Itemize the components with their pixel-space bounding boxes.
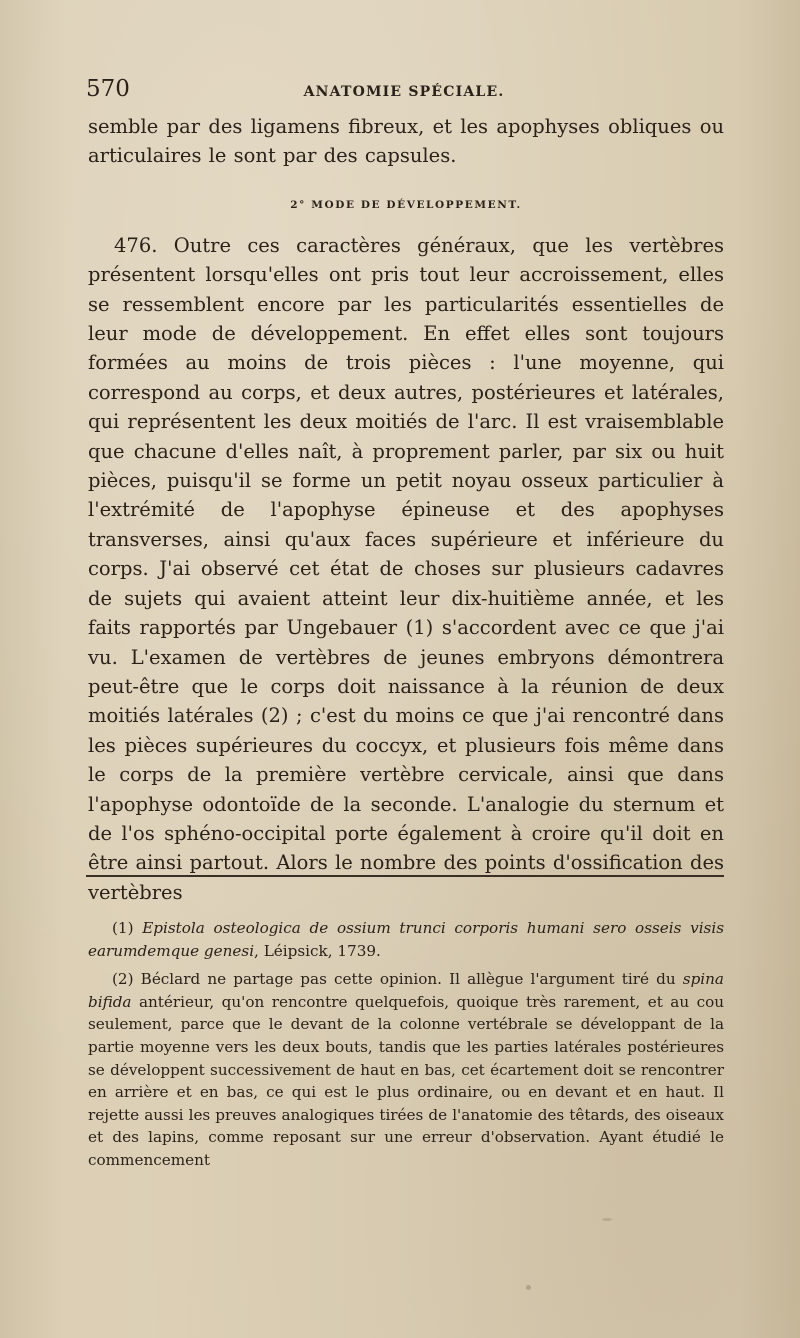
page-header	[86, 76, 722, 106]
ink-speck	[602, 1218, 612, 1221]
ink-speck	[526, 1285, 531, 1290]
footnote-2-start: (2) Béclard ne partage pas cette opinion. Il allègue l'argument tiré du	[112, 970, 683, 989]
section-heading: 2° MODE DE DÉVELOPPEMENT.	[290, 198, 522, 211]
footnote-separator	[86, 875, 724, 877]
footnote-1	[88, 917, 724, 962]
footnote-1-marker: (1)	[112, 919, 134, 937]
running-title: ANATOMIE SPÉCIALE.	[303, 84, 505, 100]
footnote-1-title: Epistola osteologica de ossium trunci corporis humani sero osseis visis earumdemque genesi	[88, 919, 725, 960]
main-text	[88, 112, 724, 907]
footnote-2	[88, 968, 724, 1171]
footnotes	[88, 917, 724, 1178]
footnote-1-rest: , Léipsick, 1739.	[254, 941, 381, 960]
paragraph-476: 476. Outre ces caractères généraux, que les vertèbres présentent lorsqu'elles ont pris tout leur accroissement, elles se ressemblent encore par les particularités essentielles de leur mode de développement. En effet elles sont toujours formées au moins de trois pièces : l'une moyenne, qui correspond au corps, et deux autres, postérieures et latérales, qui représentent les deux moitiés de l'arc. Il est vraisemblable que chacune d'elles naît, à proprement parler, par six ou huit pièces, puisqu'il se forme un petit noyau osseux particulier à l'extrémité de l'apophyse épineuse et des apophyses transverses, ainsi qu'aux faces supérieure et inférieure du corps. J'ai observé cet état de choses sur plusieurs cadavres de sujets qui avaient atteint leur dix-huitième année, et les faits rapportés par Ungebauer (1) s'accordent avec ce que j'ai vu. L'examen de vertèbres de jeunes embryons démontrera peut-être que le corps doit naissance à la réunion de deux moitiés latérales (2) ; c'est du moins ce que j'ai rencontré dans les pièces supérieures du coccyx, et plusieurs fois même dans le corps de la première vertèbre cervicale, ainsi que dans l'apophyse odontoïde de la seconde. L'analogie du sternum et de l'os sphéno-occipital porte également à croire qu'il doit en être ainsi partout. Alors le nombre des points d'ossification des vertèbres	[88, 233, 724, 904]
page-number: 570	[86, 76, 130, 102]
continuation-paragraph: semble par des ligamens fibreux, et les apophyses obliques ou articulaires le sont par des capsules.	[88, 115, 724, 168]
footnote-2-rest: antérieur, qu'on rencontre quelquefois, quoique très rarement, et au cou seulement, parce que le devant de la colonne vertébrale se développant de la partie moyenne vers les deux bouts, tandis que les parties latérales postérieures se développent successivement de haut en bas, cet écartement doit se rencontrer en arrière et en bas, ce qui est le plus ordinaire, ou en devant et en haut. Il rejette aussi les preuves analogiques tirées de l'anatomie des têtards, des oiseaux et des lapins, comme reposant sur une erreur d'observation. Ayant étudié le commencement	[88, 992, 724, 1169]
footnote-2-italic: spina bifida	[88, 970, 724, 1011]
